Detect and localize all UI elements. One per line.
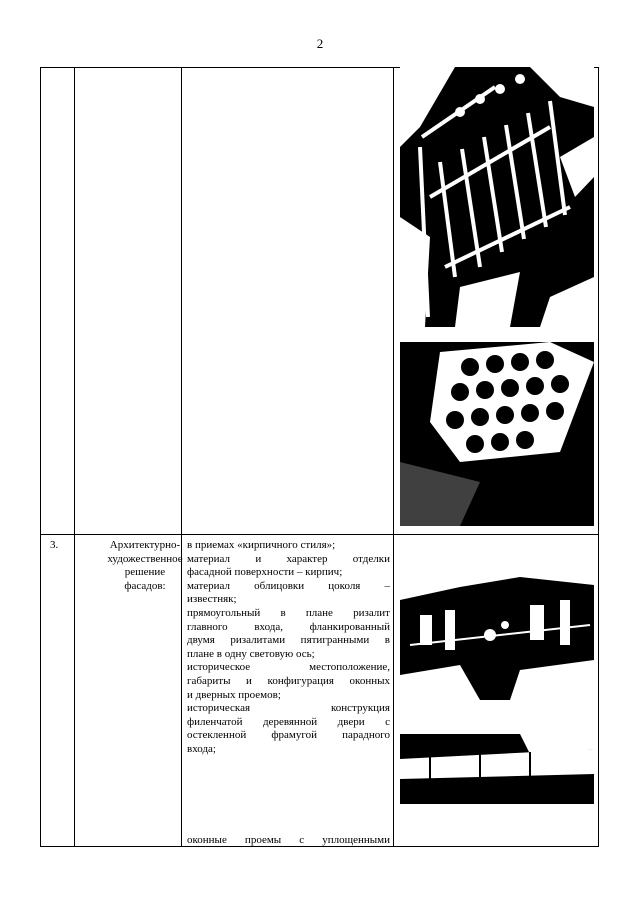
page-number: 2 bbox=[316, 36, 324, 51]
row-label: Архитектурно- художественное решение фасадов: bbox=[107, 539, 183, 592]
row-description: в приемах «кирпичного стиля»; материал и характер отделки фасадной поверхности – кирпич; материал облицовки цоколя – известняк; прямоугольный в плане ризалит главного входа, фланкированный двумя ризалитами пятигранными в плане в одну световую ось; историческое местоположение, габариты и конфигурация оконных и дверных проемов; историческая конструкция филенчатой деревянной двери с остекленной фрамугой парадного входа; bbox=[187, 539, 390, 755]
octagon-tile-floor-photo bbox=[400, 342, 594, 526]
facade-corner-photo bbox=[400, 565, 594, 700]
base-plinth-photo bbox=[400, 734, 594, 804]
row-number: 3. bbox=[50, 539, 59, 551]
balcony-railing-photo bbox=[400, 67, 594, 327]
row-description-continuation: оконные проемы с уплощенными bbox=[187, 834, 390, 846]
